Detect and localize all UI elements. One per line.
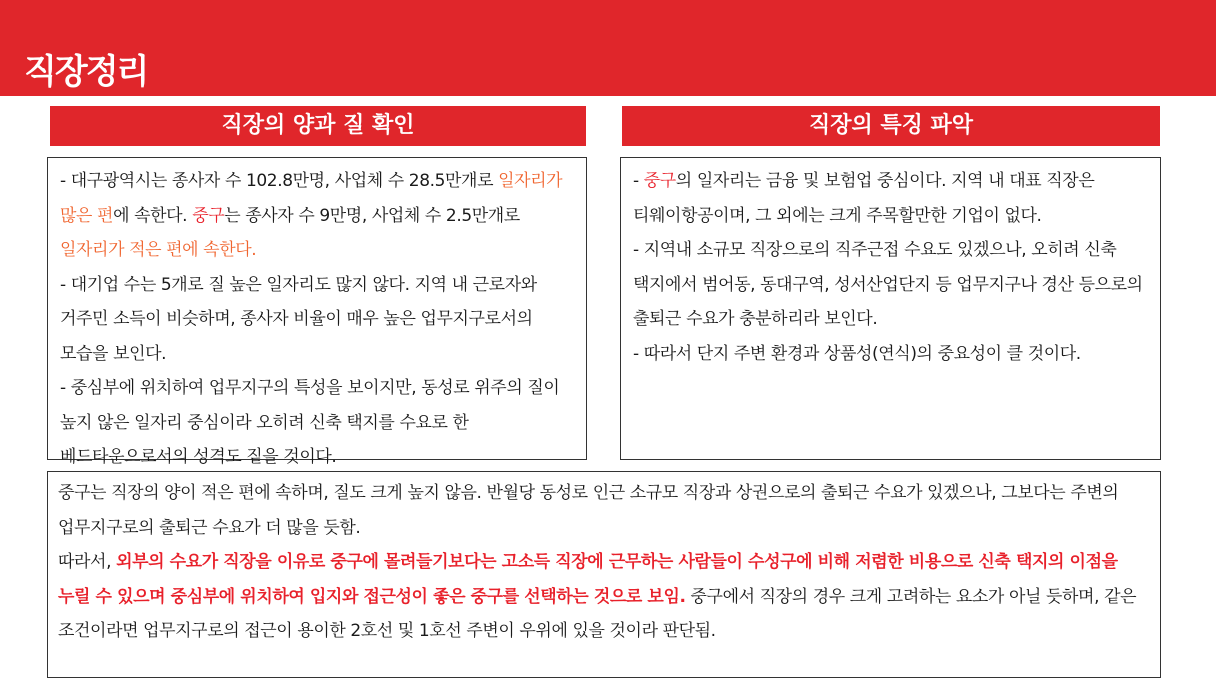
left-section-header: 직장의 양과 질 확인 [50, 106, 586, 146]
left-p1-highlight-few-jobs: 일자리가 적은 편에 속한다. [60, 240, 257, 260]
left-text-box [47, 157, 587, 467]
left-p1-highlight-many-jobs: 일자리가 많은 편 [60, 171, 563, 226]
right-text-box [620, 157, 1161, 460]
left-p1-text-e: 는 종사자 수 9만명, 사업체 수 2.5만개로 [224, 205, 520, 226]
right-section-header: 직장의 특징 파악 [622, 106, 1160, 146]
right-p1-text-c: 의 일자리는 금융 및 보험업 중심이다. 지역 내 대표 직장은 티웨이항공이며, 그 외에는 크게 주목할만한 기업이 없다. [633, 171, 1095, 226]
summary-p2-highlight: 외부의 수요가 직장을 이유로 중구에 몰려들기보다는 고소득 직장에 근무하는 사람들이 수성구에 비해 저렴한 비용으로 신축 택지의 이점을 누릴 수 있으며 중심부에 위치하여 입지와 접근성이 좋은 중구를 선택하는 것으로 보임. [58, 552, 1118, 607]
right-p1-highlight-junggu: 중구 [643, 171, 676, 191]
summary-p2-text-c: 중구에서 직장의 경우 크게 고려하는 요소가 아닐 듯하며, 같은 조건이라면 업무지구로의 접근이 용이한 2호선 및 1호선 주변이 우위에 있을 것이라 판단됨. [58, 586, 1137, 641]
left-paragraph-1 [60, 164, 576, 268]
title-bar [0, 0, 1216, 96]
left-paragraph-3: - 중심부에 위치하여 업무지구의 특성을 보이지만, 동성로 위주의 질이 높지 않은 일자리 중심이라 오히려 신축 택지를 수요로 한 베드타운으로서의 성격도 짙을 것이다. [60, 378, 560, 467]
page-title: 직장정리 [24, 52, 148, 92]
right-paragraph-1 [633, 164, 1150, 233]
right-p1-text-a: - [633, 171, 644, 191]
summary-paragraph-1: 중구는 직장의 양이 적은 편에 속하며, 질도 크게 높지 않음. 반월당 동성로 인근 소규모 직장과 상권으로의 출퇴근 수요가 있겠으나, 그보다는 주변의 업무지구로의 출퇴근 수요가 더 많을 듯함. [58, 483, 1119, 538]
left-paragraph-2: - 대기업 수는 5개로 질 높은 일자리도 많지 않다. 지역 내 근로자와 거주민 소득이 비슷하며, 종사자 비율이 매우 높은 업무지구로서의 모습을 보인다. [60, 274, 537, 364]
summary-box [47, 471, 1161, 678]
right-paragraph-3: - 따라서 단지 주변 환경과 상품성(연식)의 중요성이 클 것이다. [633, 343, 1081, 364]
left-p1-text-c: 에 속한다. [113, 205, 193, 226]
summary-p2-text-a: 따라서, [58, 552, 117, 572]
left-p1-text-a: - 대구광역시는 종사자 수 102.8만명, 사업체 수 28.5만개로 [60, 171, 499, 191]
summary-paragraph-2 [58, 545, 1150, 649]
right-paragraph-2: - 지역내 소규모 직장으로의 직주근접 수요도 있겠으나, 오히려 신축 택지에서 범어동, 동대구역, 성서산업단지 등 업무지구나 경산 등으로의 출퇴근 수요가 충분하리라 보인다. [633, 240, 1143, 329]
left-p1-highlight-junggu: 중구 [192, 205, 225, 226]
